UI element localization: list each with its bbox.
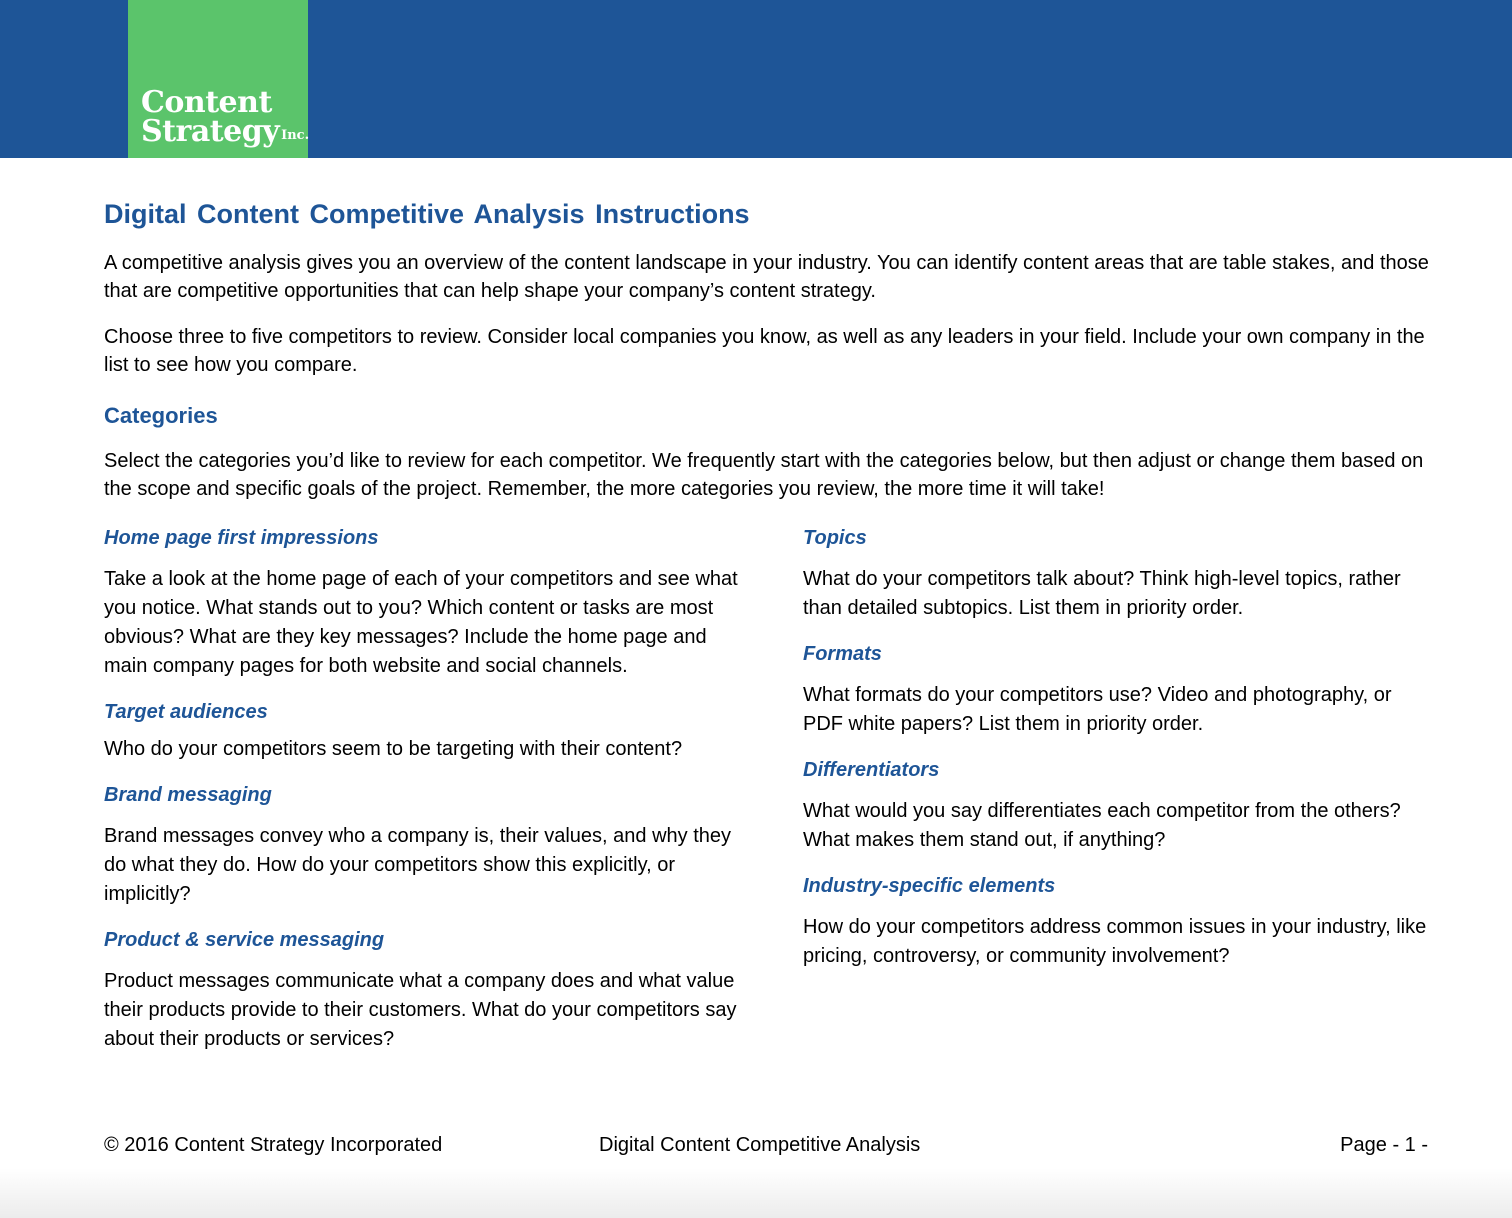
document-body xyxy=(104,195,1434,1054)
category-description: How do your competitors address common issues in your industry, like pricing, controversy, or community involvement? xyxy=(803,916,1427,967)
category-block xyxy=(803,873,1433,971)
categories-heading: Categories xyxy=(104,403,218,428)
category-block xyxy=(803,641,1433,739)
company-logo xyxy=(128,0,308,158)
category-block xyxy=(104,699,744,764)
category-heading: Product & service messaging xyxy=(104,929,385,951)
category-block xyxy=(104,525,744,681)
category-heading: Home page first impressions xyxy=(104,527,379,549)
category-description: Take a look at the home page of each of your competitors and see what you notice. What stands out to you? Which content or tasks are most obvious? What are they key messages? Include the home page and main company pages for both website and social channels. xyxy=(104,568,738,677)
categories-columns xyxy=(104,525,1434,1054)
logo-line-1: Content xyxy=(141,85,272,120)
category-description: Who do your competitors seem to be targeting with their content? xyxy=(104,738,683,760)
category-heading: Brand messaging xyxy=(104,784,272,806)
category-heading: Differentiators xyxy=(803,759,940,781)
category-description: What would you say differentiates each competitor from the others? What makes them stand out, if anything? xyxy=(803,800,1401,851)
left-column xyxy=(104,525,744,1054)
logo-line-2: Strategy xyxy=(141,114,280,149)
category-description: What formats do your competitors use? Video and photography, or PDF white papers? List them in priority order. xyxy=(803,684,1392,735)
category-block xyxy=(803,525,1433,623)
logo-suffix: Inc. xyxy=(281,128,310,143)
header-banner xyxy=(0,0,1512,158)
page-title: Digital Content Competitive Analysis Instructions xyxy=(104,199,750,229)
footer-document-name: Digital Content Competitive Analysis xyxy=(599,1134,921,1156)
intro-paragraph: Choose three to five competitors to review. Consider local companies you know, as well as any leaders in your field. Include your own company in the list to see how you compare. xyxy=(104,326,1425,376)
category-heading: Topics xyxy=(803,527,867,549)
category-description: What do your competitors talk about? Think high-level topics, rather than detailed subtopics. List them in priority order. xyxy=(803,568,1401,619)
category-block xyxy=(104,927,744,1054)
categories-intro: Select the categories you’d like to review for each competitor. We frequently start with the categories below, but then adjust or change them based on the scope and specific goals of the project. Remember, the more categories you review, the more time it will take! xyxy=(104,450,1424,500)
category-heading: Target audiences xyxy=(104,701,268,723)
footer-copyright: © 2016 Content Strategy Incorporated xyxy=(104,1134,443,1156)
right-column xyxy=(803,525,1433,1054)
intro-paragraph: A competitive analysis gives you an overview of the content landscape in your industry. You can identify content areas that are table stakes, and those that are competitive opportunities that can help shape your company’s content strategy. xyxy=(104,252,1429,302)
category-block xyxy=(803,757,1433,855)
footer-page-number: Page - 1 - xyxy=(1340,1134,1428,1156)
category-heading: Industry-specific elements xyxy=(803,875,1056,897)
category-description: Product messages communicate what a company does and what value their products provide to their customers. What do your competitors say about their products or services? xyxy=(104,970,737,1050)
page-edge-shadow xyxy=(0,1168,1512,1218)
logo-wordmark xyxy=(141,85,310,150)
category-heading: Formats xyxy=(803,643,882,665)
category-description: Brand messages convey who a company is, their values, and why they do what they do. How do your competitors show this explicitly, or implicitly? xyxy=(104,825,731,905)
category-block xyxy=(104,782,744,909)
page-footer xyxy=(104,1130,1428,1160)
